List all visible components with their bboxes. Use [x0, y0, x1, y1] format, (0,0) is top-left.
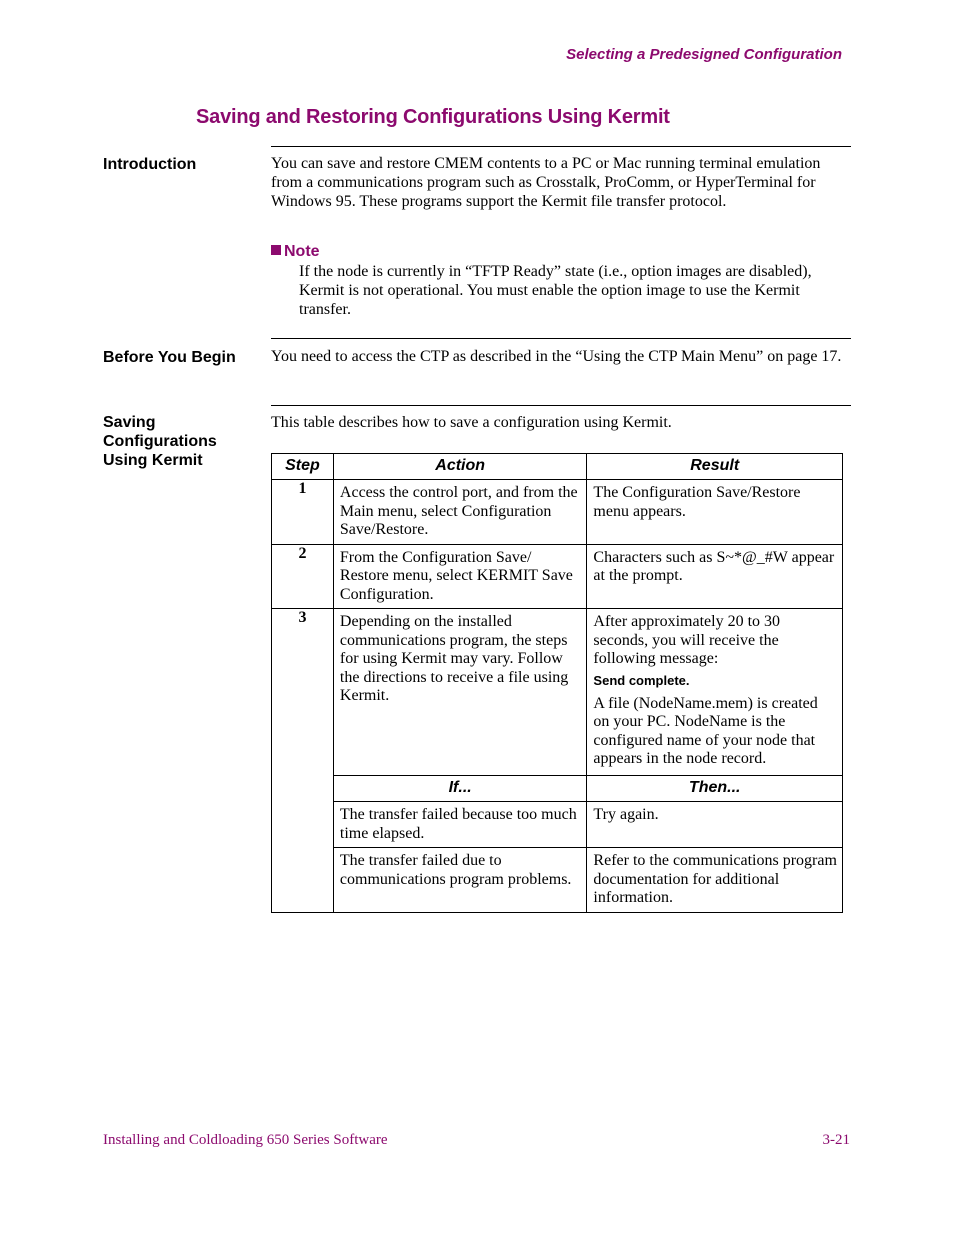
- result-message-code: Send complete.: [593, 672, 690, 688]
- table-header-row: [272, 454, 843, 480]
- then-text: Try again.: [593, 806, 659, 823]
- result-text: After approximately 20 to 30 seconds, you will receive the following message:: [593, 613, 781, 667]
- action-cell: [333, 609, 587, 776]
- note-text: If the node is currently in “TFTP Ready” state (i.e., option images are disabled), Kermit is not operational. You must enable the option image to use the Kermit transfer.: [299, 263, 812, 318]
- table-row: [272, 802, 843, 848]
- footer-page-number: 3-21: [822, 1132, 850, 1148]
- column-header-if: If...: [333, 776, 587, 802]
- table-row: [272, 544, 843, 609]
- result-cell: [587, 544, 843, 609]
- running-header: Selecting a Predesigned Configuration: [566, 46, 842, 63]
- then-text: Refer to the communications program documentation for additional information.: [593, 852, 837, 906]
- action-cell: [333, 544, 587, 609]
- introduction-text: You can save and restore CMEM contents to a PC or Mac running terminal emulation from a communications program such as Crosstalk, ProComm, or HyperTerminal for Windows 95. These programs support the Kermit file transfer protocol.: [271, 155, 821, 210]
- action-text: From the Configuration Save/ Restore menu, select KERMIT Save Configuration.: [339, 548, 573, 603]
- step-number: 3: [272, 609, 334, 913]
- action-cell: [333, 480, 587, 545]
- result-cell: [587, 480, 843, 545]
- note-label-text: Note: [284, 243, 320, 260]
- section-title: Saving and Restoring Configurations Using Kermit: [196, 106, 670, 128]
- then-cell: [587, 802, 843, 848]
- action-text: Access the control port, and from the Main menu, select Configuration Save/Restore.: [339, 484, 578, 538]
- table-row: [272, 480, 843, 545]
- step-number: 2: [272, 544, 334, 609]
- footer-book-title: Installing and Coldloading 650 Series Software: [103, 1132, 388, 1148]
- result-text: A file (NodeName.mem) is created on your PC. NodeName is the configured name of your node that appears in the node record.: [593, 694, 818, 767]
- then-cell: [587, 848, 843, 913]
- result-text: The Configuration Save/Restore menu appears.: [593, 484, 801, 520]
- steps-table: [271, 453, 843, 913]
- subtable-header-row: [272, 776, 843, 802]
- step-number: 1: [272, 480, 334, 545]
- note-label: [271, 243, 320, 261]
- action-text: Depending on the installed communications program, the steps for using Kermit may vary. Follow the directions to receive a file using Kermit.: [339, 613, 569, 704]
- introduction-heading: Introduction: [103, 156, 197, 173]
- if-cell: [333, 848, 587, 913]
- saving-intro: This table describes how to save a configuration using Kermit.: [271, 414, 672, 431]
- column-header-then: Then...: [587, 776, 843, 802]
- note-bullet-icon: [271, 245, 281, 255]
- table-row: [272, 848, 843, 913]
- column-header-action: Action: [333, 454, 587, 480]
- divider: [271, 338, 851, 339]
- result-cell: [587, 609, 843, 776]
- column-header-result: Result: [587, 454, 843, 480]
- if-text: The transfer failed due to communications program problems.: [339, 852, 572, 888]
- column-header-step: Step: [272, 454, 334, 480]
- before-you-begin-text: You need to access the CTP as described in the “Using the CTP Main Menu” on page 17.: [271, 348, 842, 365]
- if-cell: [333, 802, 587, 848]
- divider: [271, 405, 851, 406]
- divider: [271, 146, 851, 147]
- saving-heading: Saving Configurations Using Kermit: [103, 414, 217, 469]
- result-text: Characters such as S~*@_#W appear at the prompt.: [593, 548, 835, 584]
- if-text: The transfer failed because too much time elapsed.: [339, 806, 577, 842]
- table-row: [272, 609, 843, 776]
- before-you-begin-heading: Before You Begin: [103, 349, 236, 366]
